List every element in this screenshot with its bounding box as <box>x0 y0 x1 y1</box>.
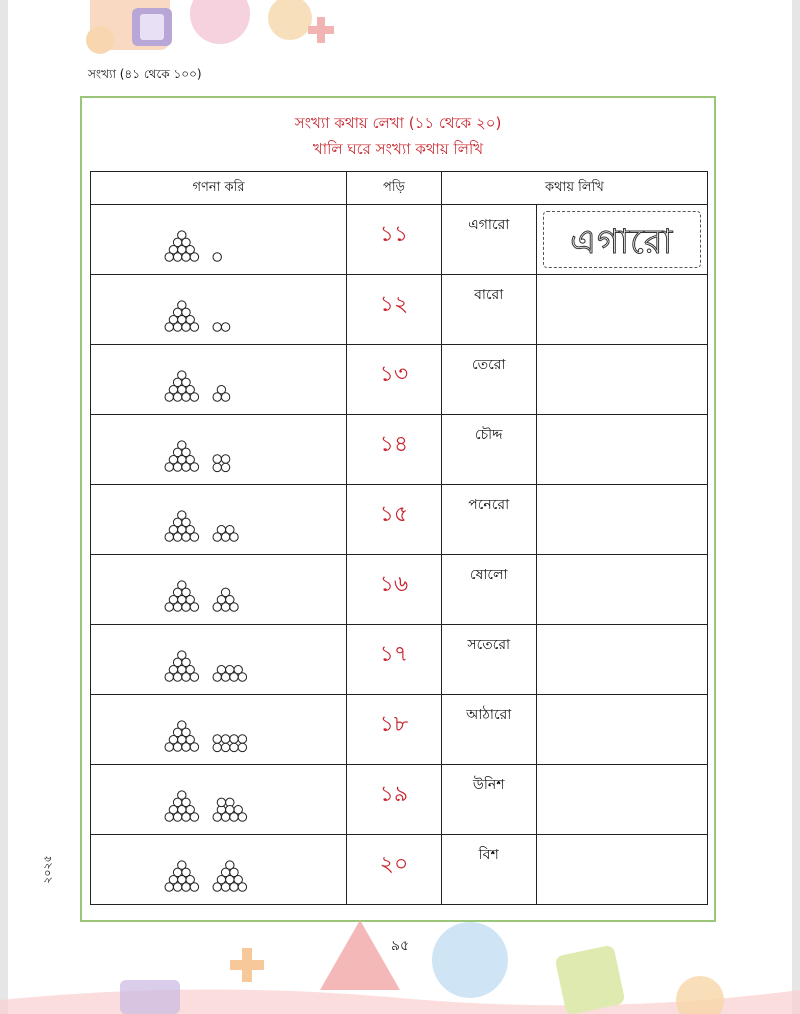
count-circle <box>190 673 198 681</box>
count-circle <box>230 603 238 611</box>
count-circle <box>221 673 229 681</box>
write-cell[interactable] <box>536 835 707 905</box>
read-cell <box>347 765 442 835</box>
table-row <box>91 555 708 625</box>
count-cell <box>91 415 347 485</box>
count-circle <box>213 673 221 681</box>
count-circle <box>221 743 229 751</box>
count-circle <box>165 743 173 751</box>
count-circle <box>165 673 173 681</box>
count-circle <box>190 323 198 331</box>
count-circle <box>190 533 198 541</box>
table-row <box>91 205 708 275</box>
read-cell <box>347 205 442 275</box>
count-circle <box>190 463 198 471</box>
write-cell[interactable] <box>536 765 707 835</box>
write-cell[interactable] <box>536 415 707 485</box>
count-cell <box>91 275 347 345</box>
numeral: ১২ <box>379 292 409 317</box>
count-circle <box>165 253 173 261</box>
count-circle <box>213 743 221 751</box>
header-read: পড়ি <box>347 172 442 205</box>
count-circle <box>165 323 173 331</box>
page-left-edge <box>0 0 8 1014</box>
count-circle <box>173 883 181 891</box>
read-cell <box>347 835 442 905</box>
write-cell[interactable] <box>536 275 707 345</box>
count-circle <box>182 883 190 891</box>
number-word: তেরো <box>471 357 506 373</box>
read-cell <box>347 275 442 345</box>
header-words: কথায় লিখি <box>441 172 707 205</box>
numeral: ২০ <box>379 852 409 877</box>
numeral: ১৯ <box>379 782 409 807</box>
count-circle <box>165 813 173 821</box>
count-circle <box>217 798 225 806</box>
count-circle <box>182 393 190 401</box>
counting-circles <box>161 215 301 267</box>
count-circle <box>221 455 229 463</box>
table-row <box>91 695 708 765</box>
count-cell <box>91 695 347 765</box>
write-cell[interactable] <box>536 205 707 275</box>
count-circle <box>230 533 238 541</box>
read-cell <box>347 485 442 555</box>
number-word: আঠারো <box>466 707 512 723</box>
number-word: উনিশ <box>472 777 505 793</box>
counting-circles <box>161 355 301 407</box>
count-circle <box>230 813 238 821</box>
counting-circles <box>161 495 301 547</box>
write-cell[interactable] <box>536 555 707 625</box>
numeral: ১৮ <box>379 712 409 737</box>
numeral: ১৩ <box>379 362 409 387</box>
write-cell[interactable] <box>536 695 707 765</box>
count-circle <box>213 253 221 261</box>
count-circle <box>190 743 198 751</box>
count-circle <box>238 673 246 681</box>
table-row <box>91 275 708 345</box>
count-circle <box>213 883 221 891</box>
word-cell <box>441 275 536 345</box>
tracing-box <box>543 211 701 268</box>
count-circle <box>213 463 221 471</box>
count-circle <box>230 735 238 743</box>
count-circle <box>230 743 238 751</box>
count-circle <box>230 673 238 681</box>
count-circle <box>238 883 246 891</box>
word-cell <box>441 345 536 415</box>
side-year: ২০২৫ <box>40 855 54 884</box>
word-cell <box>441 695 536 765</box>
numeral: ১১ <box>379 222 409 247</box>
count-circle <box>190 603 198 611</box>
write-cell[interactable] <box>536 345 707 415</box>
word-cell <box>441 485 536 555</box>
page-right-edge <box>792 0 800 1014</box>
count-circle <box>182 463 190 471</box>
write-cell[interactable] <box>536 625 707 695</box>
count-circle <box>173 393 181 401</box>
count-circle <box>238 743 246 751</box>
count-circle <box>182 813 190 821</box>
count-circle <box>238 735 246 743</box>
counting-circles <box>161 705 301 757</box>
count-circle <box>173 463 181 471</box>
read-cell <box>347 415 442 485</box>
count-circle <box>221 533 229 541</box>
count-circle <box>182 673 190 681</box>
count-cell <box>91 625 347 695</box>
number-word: বারো <box>474 287 504 303</box>
table-row <box>91 765 708 835</box>
table-row <box>91 345 708 415</box>
number-word: পনেরো <box>468 497 510 513</box>
word-cell <box>441 765 536 835</box>
count-cell <box>91 205 347 275</box>
top-decoration <box>70 0 370 62</box>
count-circle <box>238 813 246 821</box>
counting-circles <box>161 775 301 827</box>
table-row <box>91 415 708 485</box>
count-circle <box>182 533 190 541</box>
word-cell <box>441 415 536 485</box>
count-circle <box>221 603 229 611</box>
number-word: সতেরো <box>467 637 511 653</box>
write-cell[interactable] <box>536 485 707 555</box>
counting-circles <box>161 565 301 617</box>
count-circle <box>213 813 221 821</box>
worksheet-title: সংখ্যা কথায় লেখা (১১ থেকে ২০) <box>294 114 502 132</box>
count-cell <box>91 765 347 835</box>
count-circle <box>182 253 190 261</box>
count-circle <box>182 603 190 611</box>
number-word: চৌদ্দ <box>474 427 503 443</box>
read-cell <box>347 345 442 415</box>
count-circle <box>165 603 173 611</box>
count-circle <box>165 393 173 401</box>
page-number: ৯৫ <box>390 938 410 954</box>
count-circle <box>221 735 229 743</box>
count-cell <box>91 835 347 905</box>
count-circle <box>190 813 198 821</box>
counting-circles <box>161 635 301 687</box>
numeral: ১৬ <box>379 572 409 597</box>
count-circle <box>230 883 238 891</box>
counting-circles <box>161 845 301 897</box>
count-circle <box>190 253 198 261</box>
word-cell <box>441 205 536 275</box>
read-cell <box>347 555 442 625</box>
number-words-table <box>90 171 708 905</box>
numeral: ১৪ <box>379 432 409 457</box>
number-word: ষোলো <box>469 567 508 583</box>
number-word: এগারো <box>468 217 510 233</box>
table-row <box>91 625 708 695</box>
count-cell <box>91 555 347 625</box>
count-circle <box>165 883 173 891</box>
count-circle <box>221 463 229 471</box>
count-circle <box>190 393 198 401</box>
numeral: ১৫ <box>379 502 409 527</box>
count-circle <box>213 735 221 743</box>
traced-word: এগারো <box>570 222 674 262</box>
count-circle <box>173 673 181 681</box>
number-word: বিশ <box>478 847 499 863</box>
table-row <box>91 835 708 905</box>
word-cell <box>441 835 536 905</box>
read-cell <box>347 695 442 765</box>
count-circle <box>213 455 221 463</box>
count-cell <box>91 485 347 555</box>
count-cell <box>91 345 347 415</box>
count-circle <box>221 883 229 891</box>
count-circle <box>221 323 229 331</box>
count-circle <box>173 533 181 541</box>
count-circle <box>190 883 198 891</box>
count-circle <box>213 323 221 331</box>
word-cell <box>441 625 536 695</box>
word-cell <box>441 555 536 625</box>
count-circle <box>182 323 190 331</box>
count-circle <box>165 533 173 541</box>
header-count: গণনা করি <box>91 172 347 205</box>
count-circle <box>213 393 221 401</box>
count-circle <box>173 323 181 331</box>
count-circle <box>173 743 181 751</box>
counting-circles <box>161 285 301 337</box>
count-circle <box>173 813 181 821</box>
count-circle <box>182 743 190 751</box>
chapter-title: সংখ্যা (৪১ থেকে ১০০) <box>88 67 202 81</box>
count-circle <box>221 813 229 821</box>
table-header-row <box>91 172 708 205</box>
table-row <box>91 485 708 555</box>
count-circle <box>213 603 221 611</box>
worksheet-subtitle: খালি ঘরে সংখ্যা কথায় লিখি <box>312 140 484 158</box>
count-circle <box>213 533 221 541</box>
worksheet-frame <box>80 96 716 922</box>
read-cell <box>347 625 442 695</box>
count-circle <box>165 463 173 471</box>
count-circle <box>173 603 181 611</box>
count-circle <box>173 253 181 261</box>
count-circle <box>221 393 229 401</box>
counting-circles <box>161 425 301 477</box>
numeral: ১৭ <box>379 642 409 667</box>
bottom-decoration <box>0 920 800 1014</box>
